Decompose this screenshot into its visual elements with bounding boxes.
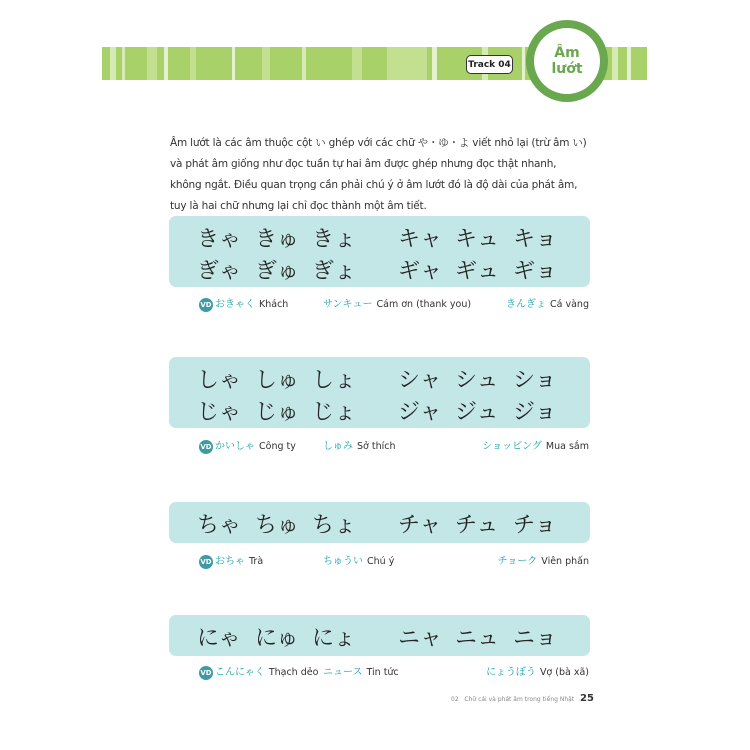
kana-syllable[interactable]: ギュ: [455, 259, 500, 284]
page-number: 25: [580, 693, 594, 704]
kana-syllable[interactable]: ちょ: [312, 513, 357, 538]
kana-syllable[interactable]: ちゃ: [197, 513, 242, 538]
section-title-line1: Âm: [554, 45, 580, 61]
example-meaning: Cám ơn (thank you): [376, 299, 472, 310]
kana-syllable[interactable]: しょ: [312, 368, 357, 393]
example-meaning: Mua sắm: [545, 441, 589, 452]
section-title-badge: [526, 20, 608, 102]
example-item: [498, 555, 589, 569]
example-japanese: にょうぼう: [486, 667, 536, 678]
example-japanese: ニュース: [323, 667, 363, 678]
kana-syllable[interactable]: じょ: [312, 400, 357, 425]
example-meaning: Viên phấn: [541, 556, 589, 567]
kana-syllable[interactable]: キョ: [513, 227, 558, 252]
kana-syllable[interactable]: きょ: [312, 227, 357, 252]
kana-syllable[interactable]: きゅ: [255, 227, 300, 252]
example-item: [323, 298, 471, 312]
example-line: [199, 440, 589, 456]
vd-badge: VD: [199, 666, 213, 680]
kana-syllable[interactable]: キュ: [455, 227, 500, 252]
footer-chapter: 02: [451, 696, 459, 703]
kana-syllable[interactable]: じゅ: [255, 400, 300, 425]
kana-syllable[interactable]: しゃ: [197, 368, 242, 393]
example-item: [482, 440, 589, 454]
kana-syllable[interactable]: ニャ: [398, 626, 443, 651]
example-japanese: こんにゃく: [215, 667, 265, 678]
kana-syllable[interactable]: ぎゃ: [197, 259, 242, 284]
example-meaning: Trà: [249, 556, 264, 567]
footer-book-title: Chữ cái và phát âm trong tiếng Nhật: [464, 696, 575, 703]
example-japanese: しゅみ: [323, 441, 353, 452]
kana-syllable[interactable]: チャ: [398, 513, 442, 538]
example-japanese: おちゃ: [215, 556, 245, 567]
vd-badge: VD: [199, 440, 213, 454]
example-japanese: かいしゃ: [215, 441, 255, 452]
example-meaning: Tin tức: [366, 667, 399, 678]
example-meaning: Công ty: [259, 441, 296, 452]
example-meaning: Thạch dẻo: [268, 667, 319, 678]
kana-syllable[interactable]: ショ: [513, 368, 557, 393]
kana-syllable[interactable]: ちゅ: [255, 513, 300, 538]
page-footer: [451, 696, 574, 703]
example-japanese: チョーク: [497, 556, 538, 567]
example-item: [486, 666, 589, 680]
example-meaning: Cá vàng: [550, 299, 589, 310]
vd-badge: VD: [199, 555, 213, 569]
example-item: [215, 298, 288, 312]
kana-syllable[interactable]: キャ: [398, 227, 443, 252]
example-japanese: きんぎょ: [506, 299, 547, 310]
example-meaning: Sở thích: [357, 441, 396, 452]
kana-syllable[interactable]: にゅ: [255, 626, 299, 651]
example-line: [199, 666, 589, 682]
intro-paragraph: Âm lướt là các âm thuộc cột い ghép với các chữ や・ゆ・よ viết nhỏ lại (trừ âm い) và phát âm giống như đọc tuần tự hai âm được ghép nhưng đọc thật nhanh, không ngắt. Điều quan trọng cần phải chú ý ở âm lướt đó là độ dài của phát âm, tuy là hai chữ nhưng lại chỉ đọc thành một âm tiết.: [170, 137, 587, 212]
kana-syllable[interactable]: しゅ: [255, 368, 300, 393]
kana-syllable[interactable]: ジャ: [398, 400, 442, 425]
example-line: [199, 298, 589, 314]
kana-syllable[interactable]: ニュ: [455, 626, 500, 651]
example-item: [215, 440, 296, 454]
kana-syllable[interactable]: にゃ: [197, 626, 241, 651]
kana-syllable[interactable]: ぎゅ: [255, 259, 300, 284]
example-meaning: Chú ý: [367, 556, 395, 567]
example-japanese: ちゅうい: [323, 556, 363, 567]
vd-badge: VD: [199, 298, 213, 312]
kana-syllable[interactable]: ニョ: [513, 626, 558, 651]
kana-syllable[interactable]: ぎょ: [312, 259, 357, 284]
example-japanese: ショッピング: [482, 441, 542, 452]
kana-syllable[interactable]: にょ: [312, 626, 356, 651]
kana-syllable[interactable]: シャ: [398, 368, 442, 393]
kana-syllable[interactable]: チョ: [513, 513, 557, 538]
example-meaning: Vợ (bà xã): [539, 667, 589, 678]
example-item: [215, 555, 263, 569]
example-japanese: サンキュー: [323, 299, 373, 310]
track-badge[interactable]: Track 04: [466, 55, 513, 74]
kana-syllable[interactable]: ギャ: [398, 259, 443, 284]
kana-syllable[interactable]: じゃ: [197, 400, 242, 425]
kana-syllable[interactable]: ジュ: [455, 400, 499, 425]
section-title-line2: lướt: [551, 61, 583, 77]
example-item: [323, 555, 394, 569]
example-item: [323, 666, 399, 680]
kana-syllable[interactable]: シュ: [455, 368, 499, 393]
example-meaning: Khách: [259, 299, 289, 310]
kana-syllable[interactable]: チュ: [455, 513, 499, 538]
kana-syllable[interactable]: ジョ: [513, 400, 557, 425]
kana-syllable[interactable]: きゃ: [197, 227, 242, 252]
kana-syllable[interactable]: ギョ: [513, 259, 558, 284]
example-item: [215, 666, 318, 680]
example-item: [323, 440, 396, 454]
example-japanese: おきゃく: [215, 299, 255, 310]
example-line: [199, 555, 589, 571]
example-item: [506, 298, 589, 312]
